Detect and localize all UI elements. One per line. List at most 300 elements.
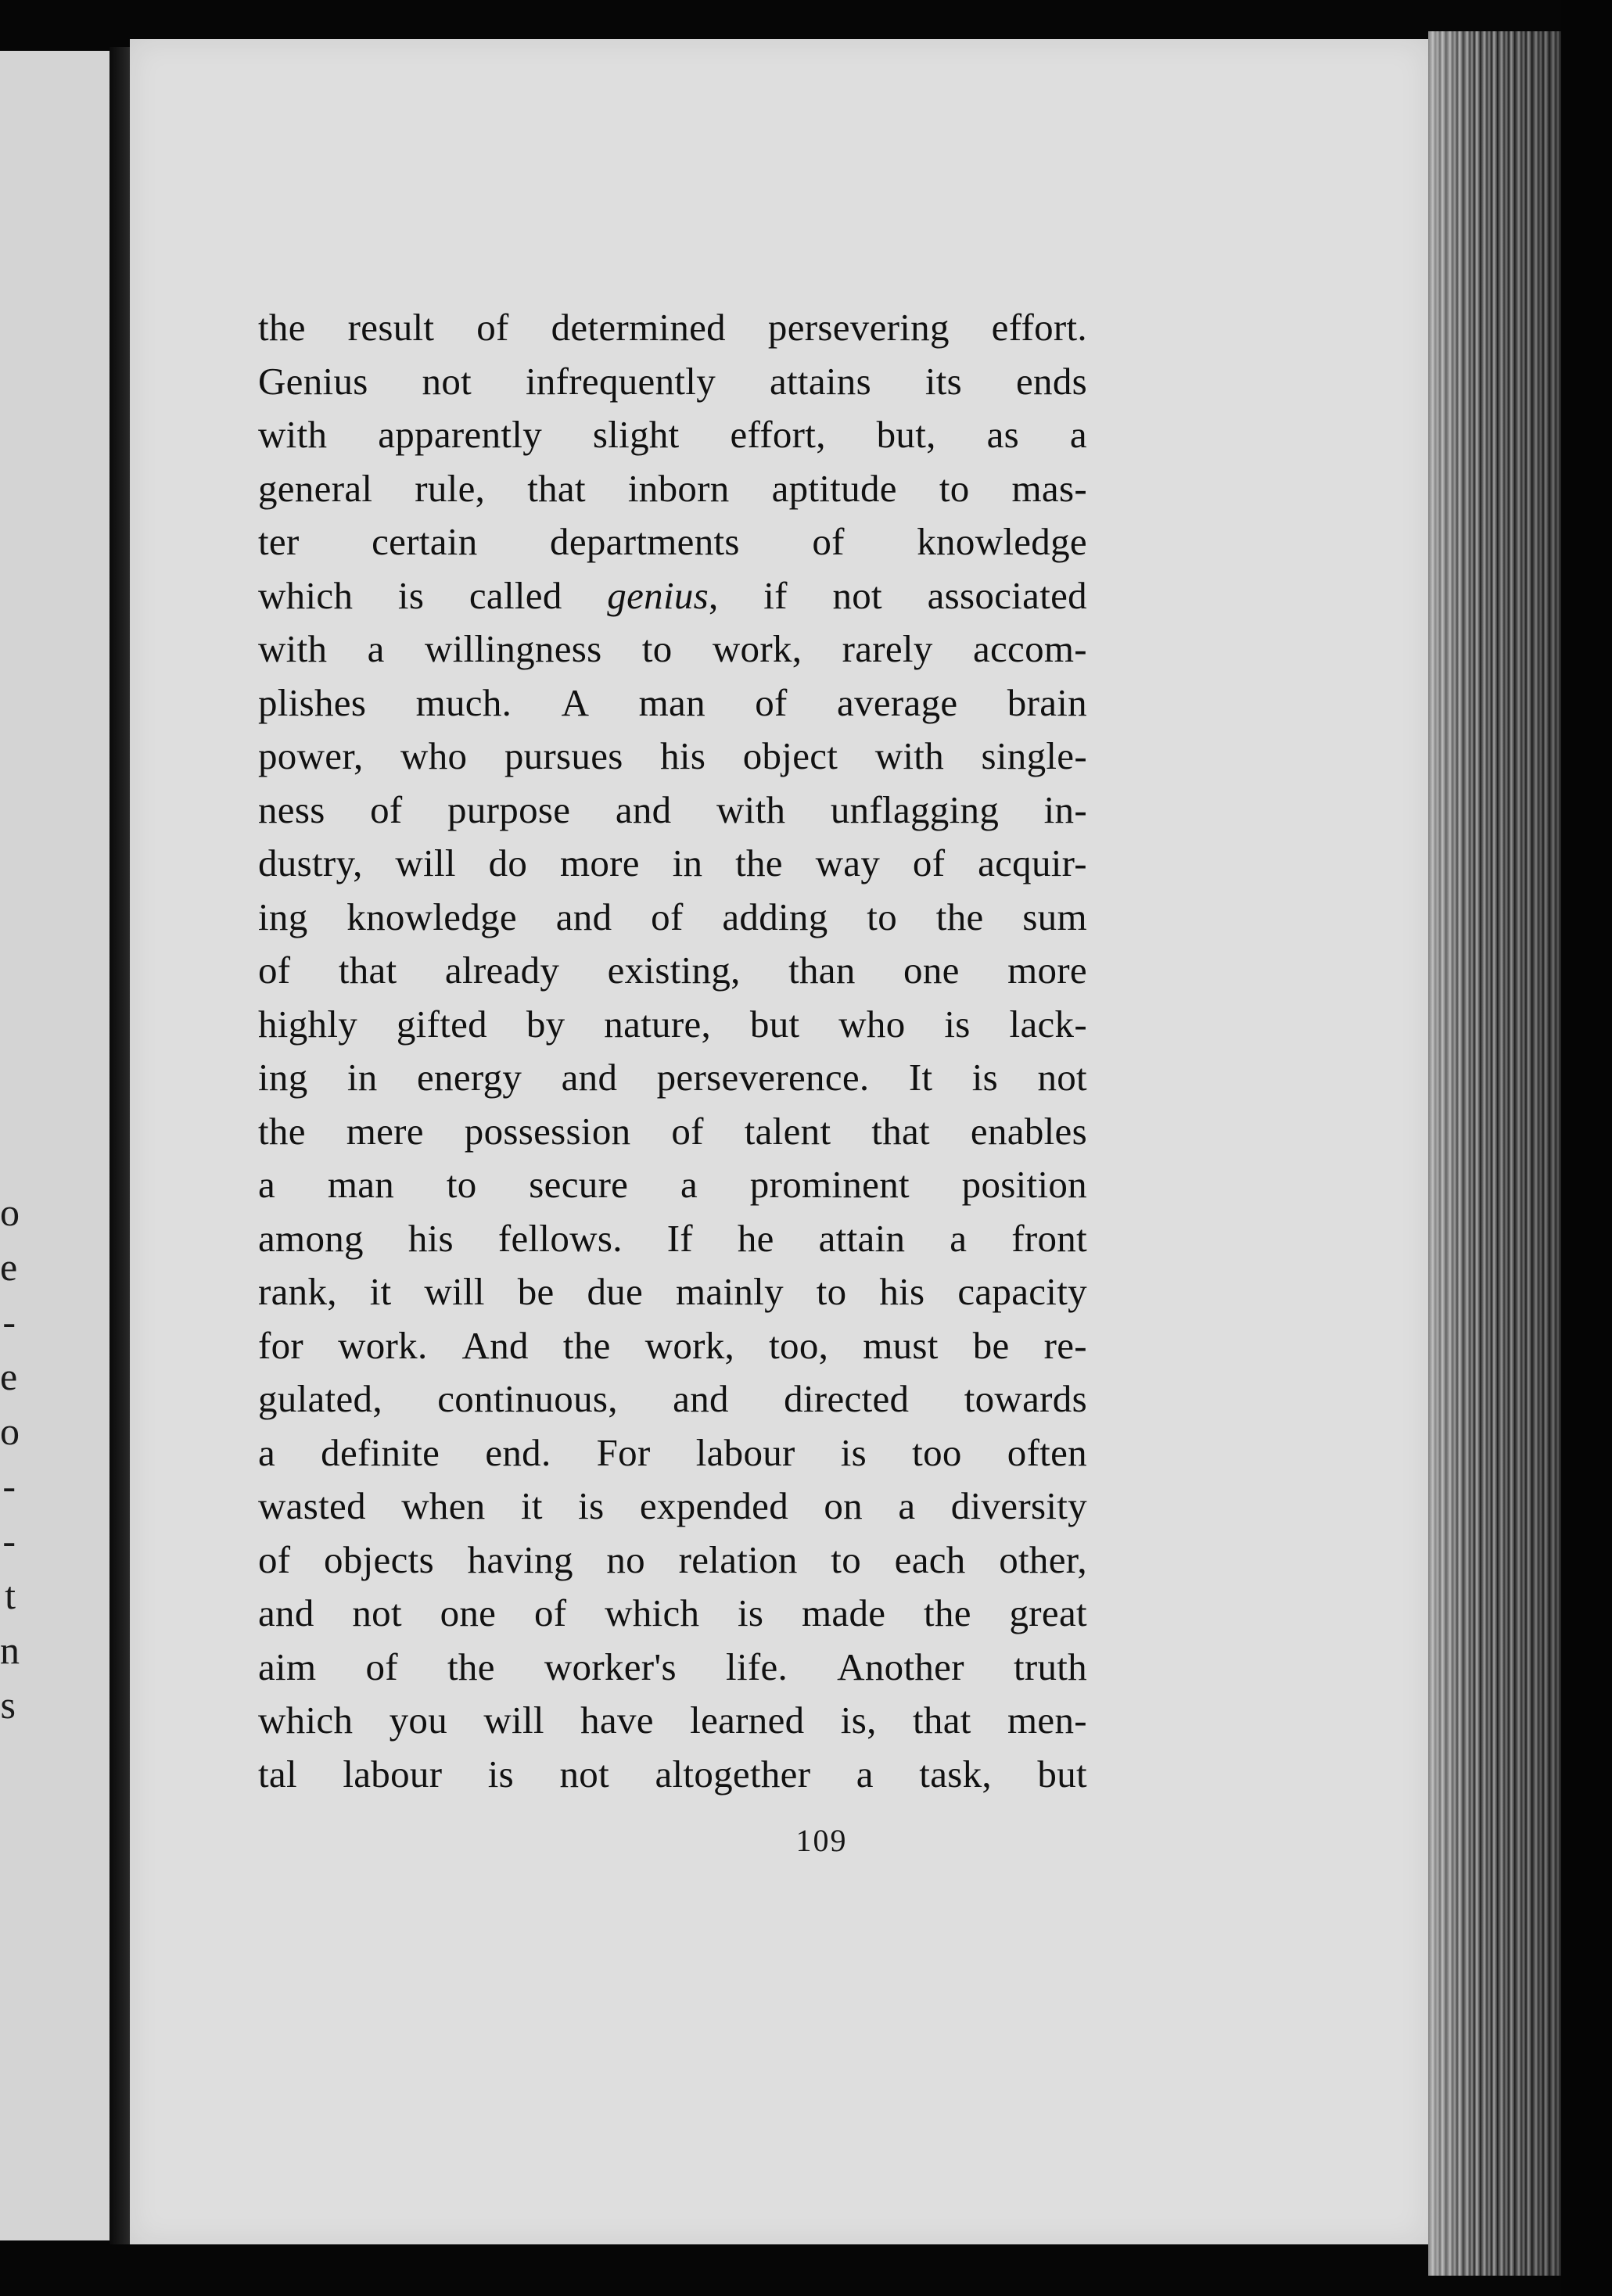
word-part: rarely — [842, 627, 933, 670]
text-line — [258, 515, 1087, 569]
word-part: plishes — [258, 680, 367, 724]
word — [529, 1158, 628, 1212]
text-line — [258, 1265, 1087, 1319]
word-part: general — [258, 466, 373, 510]
word — [424, 1265, 484, 1319]
word-part: as — [986, 413, 1019, 456]
word — [378, 408, 542, 462]
word — [258, 944, 290, 998]
word — [597, 1426, 651, 1480]
page-number: 109 — [795, 1823, 848, 1858]
word — [416, 676, 512, 730]
word-part: the — [562, 1323, 611, 1367]
word-part: his — [879, 1270, 925, 1313]
word — [913, 1694, 971, 1748]
word-part: position — [961, 1163, 1087, 1206]
word — [476, 301, 508, 355]
word-part: in — [672, 841, 703, 884]
text-line — [258, 408, 1087, 462]
word — [831, 1534, 861, 1587]
word-part: the — [735, 841, 783, 884]
word-part: way — [815, 841, 881, 884]
text-line — [258, 837, 1087, 891]
word — [867, 891, 897, 945]
word — [671, 1105, 703, 1159]
word-part: work, — [644, 1323, 735, 1367]
text-line — [258, 1212, 1087, 1266]
word-part: is — [487, 1752, 515, 1796]
word-part: labour — [695, 1430, 795, 1474]
word-part: it — [369, 1270, 392, 1313]
word-part: than — [788, 949, 856, 992]
word — [917, 515, 1087, 569]
word-part: work. — [338, 1323, 428, 1367]
word-part: who — [400, 734, 468, 777]
word-part: It — [908, 1056, 933, 1099]
word-part: the — [924, 1591, 971, 1634]
word — [258, 784, 325, 838]
scan-border-right — [1561, 0, 1612, 2296]
word — [258, 408, 327, 462]
word — [616, 784, 672, 838]
word-part: among — [258, 1216, 364, 1260]
word — [838, 998, 905, 1052]
word — [339, 944, 397, 998]
word-part: existing, — [607, 949, 741, 992]
text-line — [258, 1319, 1087, 1373]
word — [258, 301, 306, 355]
word-part: it — [520, 1484, 543, 1527]
word — [816, 837, 881, 891]
word — [877, 408, 936, 462]
word — [928, 569, 1087, 623]
word — [578, 1480, 604, 1534]
word-part: departments — [550, 520, 740, 563]
word — [518, 1265, 555, 1319]
word-part: persevering — [767, 306, 950, 349]
word-part: is — [397, 573, 425, 617]
word-part: on — [824, 1484, 863, 1527]
word-part: of — [755, 680, 788, 724]
word-part: If — [666, 1216, 693, 1260]
word — [395, 837, 455, 891]
word-part: of — [476, 306, 509, 349]
italic-word: genius — [607, 573, 709, 617]
word — [1012, 462, 1087, 516]
word — [534, 1587, 566, 1641]
word — [639, 676, 705, 730]
word-part: with — [258, 627, 328, 670]
word — [324, 1534, 434, 1587]
text-line — [258, 1051, 1087, 1105]
word — [673, 837, 703, 891]
word — [676, 1265, 784, 1319]
word-part: is, — [840, 1699, 877, 1742]
word — [526, 998, 565, 1052]
word-part: objects — [324, 1537, 434, 1581]
word — [562, 1051, 618, 1105]
word — [328, 1158, 394, 1212]
word — [951, 1480, 1087, 1534]
word — [445, 944, 559, 998]
text-line — [258, 622, 1087, 676]
word-part: highly — [258, 1002, 358, 1046]
word — [713, 622, 802, 676]
word — [842, 622, 933, 676]
word — [258, 515, 300, 569]
word — [950, 1212, 967, 1266]
word-part: aptitude — [771, 466, 897, 510]
word — [544, 1641, 677, 1695]
word-part: mas- — [1011, 466, 1087, 510]
word-part: to — [939, 466, 970, 510]
word-part: brain — [1007, 680, 1087, 724]
word-part: not — [352, 1591, 402, 1634]
word — [763, 569, 788, 623]
word — [526, 355, 716, 409]
word-part: lack- — [1009, 1002, 1087, 1046]
word — [559, 1748, 609, 1802]
word — [390, 1694, 447, 1748]
word-part: aim — [258, 1645, 317, 1688]
word — [498, 1212, 623, 1266]
word-part: diversity — [950, 1484, 1087, 1527]
word-part: more — [1007, 949, 1087, 992]
text-line — [258, 462, 1087, 516]
word-part: directed — [784, 1377, 910, 1420]
word — [898, 1480, 915, 1534]
word-part: great — [1009, 1591, 1087, 1634]
word — [488, 1748, 514, 1802]
word-part: rule, — [415, 466, 486, 510]
word-part: other, — [999, 1537, 1087, 1581]
word-part: of — [812, 520, 845, 563]
word-part: which — [605, 1591, 700, 1634]
word — [962, 1158, 1087, 1212]
word-part: task, — [919, 1752, 992, 1796]
text-line — [258, 1372, 1087, 1426]
word-part: each — [894, 1537, 966, 1581]
text-line — [258, 1694, 1087, 1748]
word-part: is — [738, 1591, 764, 1634]
word — [556, 891, 612, 945]
word — [551, 301, 726, 355]
word — [417, 1051, 522, 1105]
word-part: expended — [639, 1484, 788, 1527]
word-part: A — [561, 680, 590, 724]
word — [696, 1426, 795, 1480]
word — [831, 784, 999, 838]
word — [1044, 1319, 1087, 1373]
word-part: inborn — [627, 466, 730, 510]
text-line — [258, 1587, 1087, 1641]
word-part: slight — [592, 413, 680, 456]
word-part: have — [580, 1699, 654, 1742]
word — [258, 1748, 297, 1802]
word-part: knowledge — [346, 895, 517, 938]
word — [768, 301, 950, 355]
word-part: and — [555, 895, 612, 938]
word-part: too — [912, 1430, 962, 1474]
word — [258, 569, 353, 623]
word — [422, 355, 472, 409]
word — [462, 1319, 529, 1373]
word — [338, 1319, 427, 1373]
word — [722, 891, 828, 945]
facing-page-letter: e — [0, 1245, 18, 1289]
word — [606, 1534, 645, 1587]
word-part: one — [440, 1591, 497, 1634]
word-part: single- — [981, 734, 1087, 777]
word — [1007, 676, 1087, 730]
word-part: continuous, — [437, 1377, 618, 1420]
word-part: altogether — [655, 1752, 811, 1796]
word-part: of — [365, 1645, 398, 1688]
word-part: attain — [818, 1216, 906, 1260]
word — [468, 1534, 573, 1587]
word — [408, 1212, 454, 1266]
word — [368, 622, 385, 676]
word-part: a — [856, 1752, 874, 1796]
word-part: mere — [346, 1109, 424, 1153]
word — [483, 1694, 544, 1748]
word — [397, 998, 487, 1052]
word — [346, 1105, 424, 1159]
word-part: a — [1069, 413, 1087, 456]
body-text — [258, 301, 1087, 1801]
word — [973, 622, 1087, 676]
word — [258, 1158, 275, 1212]
word-part: already — [444, 949, 560, 992]
facing-page-letter: - — [2, 1519, 16, 1562]
word-part: labour — [343, 1752, 443, 1796]
word-part: be — [972, 1323, 1010, 1367]
word — [447, 1641, 495, 1695]
word-part: result — [347, 306, 435, 349]
word-part: must — [863, 1323, 939, 1367]
word-part: perseverence. — [656, 1056, 870, 1099]
word-part: of — [671, 1109, 704, 1153]
word — [560, 837, 640, 891]
facing-page-letter: o — [0, 1409, 20, 1453]
word — [690, 1694, 804, 1748]
word-part: prominent — [749, 1163, 910, 1206]
word — [651, 891, 683, 945]
word — [655, 1748, 810, 1802]
word-part: the — [935, 895, 984, 938]
word — [680, 1158, 698, 1212]
word — [999, 1534, 1087, 1587]
word-part: And — [461, 1323, 529, 1367]
word — [1007, 1426, 1087, 1480]
word-part: ing — [258, 1056, 308, 1099]
word — [447, 784, 570, 838]
word — [593, 408, 680, 462]
word — [863, 1319, 939, 1373]
word-part: when — [401, 1484, 486, 1527]
word — [372, 515, 477, 569]
text-line — [258, 1641, 1087, 1695]
word-part: end. — [485, 1430, 551, 1474]
text-line — [258, 1426, 1087, 1480]
word — [645, 1319, 734, 1373]
text-line — [258, 1748, 1087, 1802]
word — [527, 462, 586, 516]
word — [944, 998, 970, 1052]
word-part: its — [924, 359, 963, 403]
word-part: will — [424, 1270, 485, 1313]
word-part: of — [258, 949, 291, 992]
word — [856, 1748, 874, 1802]
word-part: to — [816, 1270, 847, 1313]
word-part: of — [533, 1591, 567, 1634]
text-line — [258, 891, 1087, 945]
word — [750, 1158, 910, 1212]
word-part: associated — [927, 573, 1087, 617]
word-part: that — [871, 1109, 930, 1153]
word-part: enables — [970, 1109, 1087, 1153]
word-part: power, — [258, 734, 364, 777]
page-stack-edge — [1428, 31, 1561, 2276]
word — [258, 1694, 353, 1748]
word-part: having — [467, 1537, 573, 1581]
word-part: will — [395, 841, 456, 884]
word-part: sum — [1022, 895, 1087, 938]
word — [401, 1480, 485, 1534]
word-part: nature, — [604, 1002, 712, 1046]
word — [879, 1265, 924, 1319]
word-part: but — [749, 1002, 800, 1046]
word-part: wasted — [258, 1484, 366, 1527]
word-part: work, — [712, 627, 802, 670]
word-part: but — [1037, 1752, 1087, 1796]
word-part: learned — [690, 1699, 805, 1742]
word — [832, 569, 882, 623]
word-part: will — [483, 1699, 544, 1742]
word — [400, 730, 467, 784]
word — [936, 891, 984, 945]
word — [769, 1319, 828, 1373]
text-line — [258, 1480, 1087, 1534]
word — [628, 462, 730, 516]
word-part: that — [527, 466, 586, 510]
word-part: ter — [258, 520, 300, 563]
text-line — [258, 730, 1087, 784]
word — [370, 1265, 392, 1319]
word — [1007, 1694, 1087, 1748]
word — [258, 891, 308, 945]
word — [964, 1372, 1087, 1426]
word-part: made — [802, 1591, 886, 1634]
word-part: men- — [1007, 1699, 1087, 1742]
word — [258, 730, 364, 784]
word-part: acquir- — [978, 841, 1087, 884]
word-part: a — [950, 1216, 968, 1260]
word — [750, 998, 800, 1052]
word-part: a — [367, 627, 385, 670]
word — [755, 676, 787, 730]
word-part: rank, — [258, 1270, 337, 1313]
word-part: of — [258, 1537, 291, 1581]
word — [346, 891, 517, 945]
word-part: knowledge — [917, 520, 1087, 563]
word — [398, 569, 424, 623]
word — [667, 1212, 693, 1266]
word-part: to — [641, 627, 673, 670]
word-part: purpose — [447, 787, 571, 831]
word-part: but, — [876, 413, 936, 456]
word-part: Genius — [258, 359, 368, 403]
word — [837, 676, 957, 730]
word-part: with — [874, 734, 945, 777]
text-line — [258, 569, 1087, 623]
word — [679, 1534, 798, 1587]
facing-page-letter: n — [0, 1628, 20, 1672]
word-part: one — [903, 949, 960, 992]
word — [817, 1265, 847, 1319]
word-part: re- — [1043, 1323, 1087, 1367]
word — [738, 1587, 763, 1641]
word — [608, 944, 741, 998]
word — [788, 944, 856, 998]
word-part: and — [561, 1056, 618, 1099]
word — [730, 408, 825, 462]
word — [982, 730, 1087, 784]
word-part: with — [716, 787, 786, 831]
word — [841, 1694, 877, 1748]
word-part: called — [469, 573, 562, 617]
word — [258, 837, 363, 891]
word — [1010, 1587, 1087, 1641]
word — [640, 1480, 788, 1534]
word — [370, 784, 402, 838]
word-part: by — [526, 1002, 565, 1046]
word — [992, 301, 1087, 355]
word-part: gifted — [396, 1002, 487, 1046]
word — [258, 1319, 303, 1373]
facing-page-letter: - — [2, 1464, 16, 1508]
word — [738, 1212, 774, 1266]
word — [604, 998, 711, 1052]
word — [447, 1158, 477, 1212]
word-part: a — [680, 1163, 698, 1206]
text-line — [258, 1534, 1087, 1587]
word — [770, 355, 871, 409]
word-part: towards — [964, 1377, 1087, 1420]
word-part: you — [389, 1699, 447, 1742]
word — [415, 462, 485, 516]
word-part: do — [488, 841, 528, 884]
word-part: is — [840, 1430, 867, 1474]
word-part: to — [831, 1537, 862, 1581]
word — [1010, 998, 1087, 1052]
word — [957, 1265, 1087, 1319]
word — [1007, 944, 1087, 998]
word-part: his — [407, 1216, 454, 1260]
word-part: fellows. — [497, 1216, 623, 1260]
facing-page-letter: o — [0, 1190, 20, 1234]
word-part: not — [1037, 1056, 1087, 1099]
word — [258, 1265, 337, 1319]
word — [1016, 355, 1087, 409]
word — [925, 355, 962, 409]
word — [347, 1051, 378, 1105]
text-line — [258, 1105, 1087, 1159]
word-part: his — [660, 734, 706, 777]
word-part: attains — [769, 359, 871, 403]
word-part: determined — [551, 306, 726, 349]
word — [924, 1587, 971, 1641]
